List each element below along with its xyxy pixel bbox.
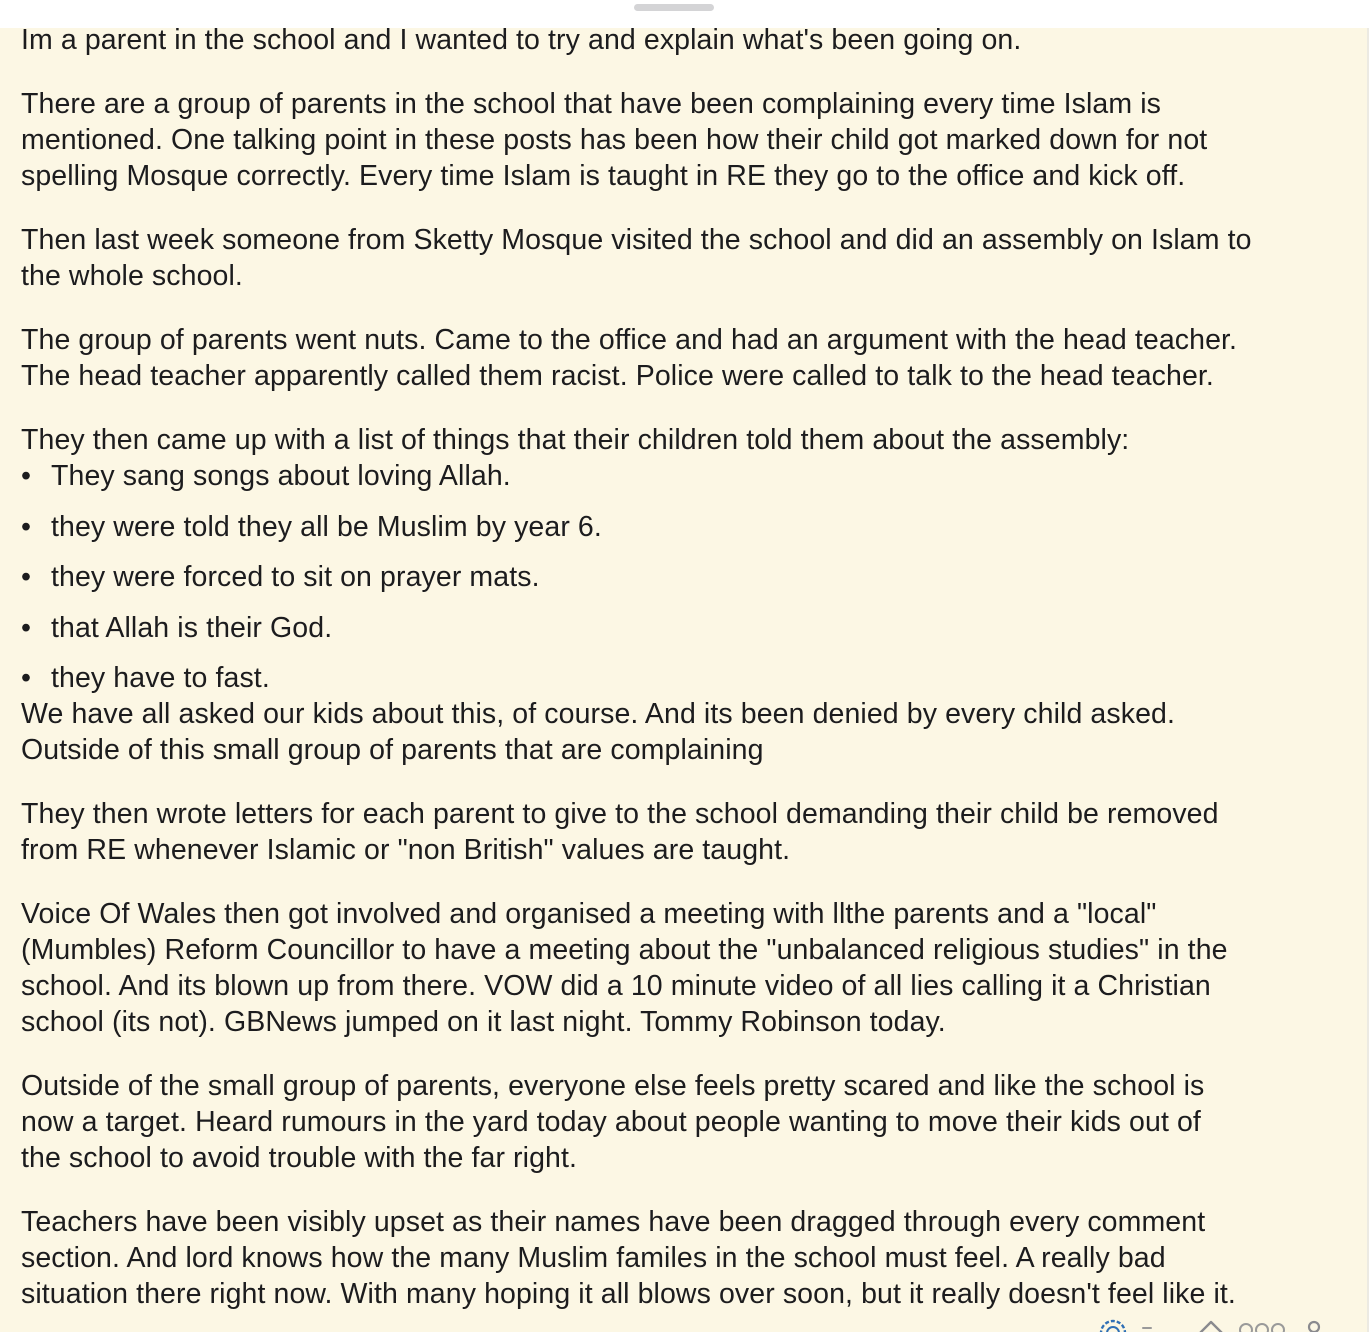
paragraph: There are a group of parents in the school that have been complaining every time Islam is mentioned. One talking point in these posts has been how their child got marked down for not spelling Mosque correctly. Every time Islam is taught in RE they go to the office and kick off. <box>21 88 1208 192</box>
drag-handle[interactable] <box>634 4 714 11</box>
list-item-text: they were forced to sit on prayer mats. <box>51 561 540 593</box>
list-item <box>21 660 1361 696</box>
bullet-icon: • <box>21 561 32 593</box>
bullet-icon: • <box>21 460 32 492</box>
award-icon[interactable] <box>1098 1318 1128 1332</box>
paragraph: Then last week someone from Sketty Mosque visited the school and did an assembly on Islam to the whole school. <box>21 224 1252 292</box>
post-body <box>0 28 1369 1332</box>
list-item <box>21 458 1361 494</box>
bullet-list <box>21 458 1361 696</box>
paragraph: We have all asked our kids about this, of course. And its been denied by every child asked. Outside of this small group of parents that are complaining <box>21 698 1175 766</box>
paragraph: The group of parents went nuts. Came to the office and had an argument with the head teacher. The head teacher apparently called them racist. Police were called to talk to the head teacher. <box>21 324 1238 392</box>
list-item-text: They sang songs about loving Allah. <box>51 460 511 492</box>
list-item-text: they were told they all be Muslim by year 6. <box>51 510 602 543</box>
paragraph: They then wrote letters for each parent to give to the school demanding their child be removed from RE whenever Islamic or "non British" values are taught. <box>21 798 1219 866</box>
vote-count-icon <box>1236 1318 1288 1332</box>
list-item-text: they have to fast. <box>51 662 270 694</box>
post-text <box>21 28 1361 1332</box>
sheet-header <box>0 0 1369 28</box>
bullet-icon: • <box>21 510 32 543</box>
list-item <box>21 610 1361 646</box>
comment-icon[interactable] <box>1304 1318 1324 1332</box>
bullet-icon: • <box>21 611 32 644</box>
bullet-icon: • <box>21 662 32 694</box>
paragraph: Teachers have been visibly upset as their names have been dragged through every comment section. And lord knows how the many Muslim familes in the school must feel. A really bad situation there right now. With many hoping it all blows over soon, but it really doesn't feel like it. <box>21 1206 1236 1310</box>
list-item <box>21 559 1361 595</box>
paragraph: They then came up with a list of things that their children told them about the assembly: <box>21 424 1130 456</box>
upvote-icon[interactable] <box>1196 1318 1226 1332</box>
post-action-bar <box>1090 1318 1369 1332</box>
dot-icon <box>1140 1318 1154 1332</box>
list-item <box>21 509 1361 545</box>
paragraph: Voice Of Wales then got involved and organised a meeting with llthe parents and a "local" (Mumbles) Reform Councillor to have a meeting about the "unbalanced religious studies" in the school. And its blown up from there. VOW did a 10 minute video of all lies calling it a Christian school (its not). GBNews jumped on it last night. Tommy Robinson today. <box>21 898 1228 1038</box>
list-item-text: that Allah is their God. <box>51 611 333 644</box>
paragraph: Outside of the small group of parents, everyone else feels pretty scared and like the school is now a target. Heard rumours in the yard today about people wanting to move their kids out of the school to avoid trouble with the far right. <box>21 1070 1205 1174</box>
paragraph: Im a parent in the school and I wanted to try and explain what's been going on. <box>21 28 1022 56</box>
